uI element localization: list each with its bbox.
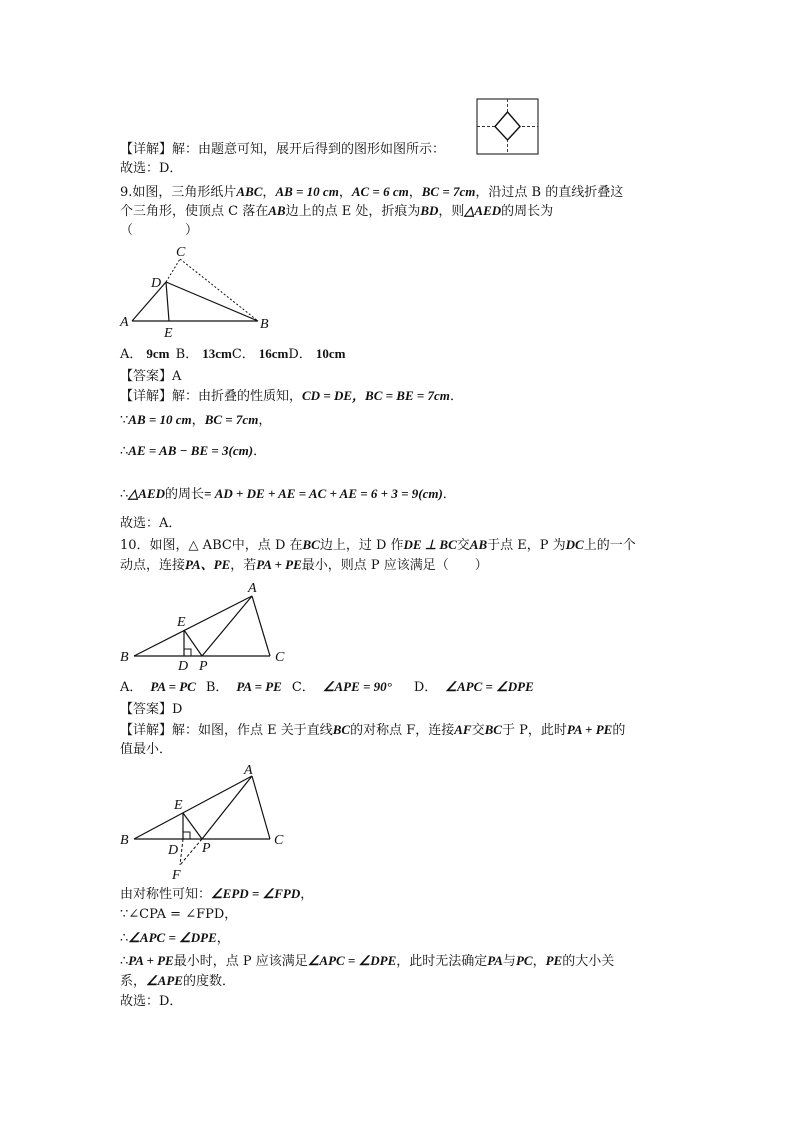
q10-sol1-c: 的对称点 F，连接 (350, 723, 455, 738)
q10-math-ab: AB (469, 537, 488, 552)
q9-opt-a-label: A． (120, 347, 143, 362)
q9-stem-line2 (120, 203, 553, 220)
q10-math-de-perp: DE ⊥ BC (403, 537, 457, 552)
q10s-label-c: C (274, 833, 284, 848)
q9-sol2-c: ， (191, 413, 205, 428)
q10s-edge-ac (252, 776, 270, 839)
q8-diamond (495, 112, 520, 140)
q10-fin-n: 的度数． (182, 974, 235, 989)
q10-fin-line1 (120, 953, 614, 970)
q10-opt-c-label: C． (291, 680, 315, 695)
q9-comma3: ， (408, 185, 422, 200)
q9-sol4-math-tri: △AED (128, 486, 166, 501)
q10-math-bc: BC (302, 537, 320, 552)
q10-sol1-math-af: AF (454, 722, 472, 737)
q10-stem-tri: △ ABC中，点 D 在 (188, 538, 303, 553)
q10-fin-math-pe: PE (545, 953, 563, 968)
q10-answer (120, 702, 182, 718)
q10-stem-a: 10．如图， (120, 538, 189, 553)
q9-opt-b: 13cm (202, 346, 232, 361)
q9-label-c: C (176, 245, 186, 260)
q10-opt-d-label: D． (413, 680, 438, 695)
q10-fin-g: 与 (502, 954, 516, 969)
q9-stem-e: ，则 (438, 204, 465, 219)
q10-fin-l: 系， (120, 974, 147, 989)
q10-sol-line2 (120, 742, 172, 758)
q9-math-tri-aed: △AED (464, 203, 502, 218)
q10s-right-angle-mark (183, 832, 190, 839)
q10-figure (116, 578, 296, 672)
q10-label-p: P (199, 659, 208, 672)
q10-label-c: C (275, 650, 285, 665)
q9-label-e: E (164, 326, 173, 340)
q10-edge-ep (184, 630, 202, 656)
q10-edge-ap (202, 596, 252, 656)
q10s-label-d: D (168, 843, 179, 858)
q10-label-b: B (120, 650, 129, 665)
q10-label-d: D (178, 659, 189, 672)
q9-math-bc-eq: BC = 7cm (421, 184, 476, 199)
q10-fin-math-ape: ∠APE (146, 973, 183, 988)
q9-opt-d-label: D． (288, 347, 312, 362)
q9-sol3-math: AE = AB − BE = 3(cm) (128, 443, 254, 458)
q9-sol4-a: ∴ (120, 487, 129, 502)
q9-math-abc: ABC (236, 184, 263, 199)
q10-sol1-math-bc2: BC (484, 722, 502, 737)
q9-stem-d: 边上的点 E 处，折痕为 (285, 204, 421, 219)
q9-math-ab-eq: AB = 10 cm (275, 184, 339, 199)
q10-conclusion-text: 故选：D． (120, 994, 183, 1009)
q9-edge-dc (166, 259, 180, 282)
q10s-label-a: A (244, 763, 253, 778)
q10-stem-c: 交 (456, 538, 470, 553)
q9-math-ab: AB (268, 203, 286, 218)
q9-stem-b: ，沿过点 B 的直线折叠这 (475, 185, 624, 200)
q10-fin-math-pa: PA (487, 953, 503, 968)
q9-opt-c-label: C． (231, 347, 255, 362)
q10-edge-ac (252, 596, 270, 656)
q10-opt-b-label: B． (205, 680, 229, 695)
q10-opt-c: ∠APE = 90° (322, 679, 392, 694)
q10-sol-line1 (120, 722, 625, 739)
q10-edge-ba (134, 596, 252, 656)
q10-stem-d: 于点 E，P 为 (487, 538, 566, 553)
q10-apc-line (120, 930, 230, 947)
q10s-label-p: P (202, 841, 211, 856)
q9-sol-line2 (120, 412, 271, 429)
q10-fin-math-angle: ∠APC = ∠DPE (307, 953, 397, 968)
q9-stem-line1 (120, 184, 623, 201)
q10-right-angle-mark (184, 649, 191, 656)
q8-unfolded-figure (476, 98, 540, 156)
q9-label-a: A (120, 315, 129, 330)
q9-figure (116, 244, 282, 340)
q9-sol1-a: 【详解】解：由折叠的性质知， (120, 389, 303, 404)
q8-conclusion-text: 故选：D． (120, 161, 183, 176)
q9-sol-line1 (120, 388, 463, 405)
q10-sol1-g: 于 P，此时 (501, 723, 567, 738)
q10-apc-math: ∠APC = ∠DPE (128, 930, 217, 945)
q9-sol-line4 (120, 486, 456, 503)
q9-sol2-math-bc: BC = 7cm (204, 412, 259, 427)
q10-stem-e: 上的一个 (583, 538, 636, 553)
q8-detail-text: 【详解】解：由题意可知，展开后得到的图形如图所示： (120, 142, 446, 157)
q10-apc-a: ∴ (120, 931, 129, 946)
q10-sym-a: 由对称性可知： (120, 887, 212, 902)
q10-stem-h: 最小，则点 P 应该满足（ ） (301, 558, 488, 573)
q10-stem-f: 动点，连接 (120, 558, 186, 573)
q10-stem-g: ，若 (230, 558, 257, 573)
q9-opt-c: 16cm (258, 346, 289, 361)
q9-stem-f: 的周长为 (501, 204, 554, 219)
q8-conclusion (120, 161, 182, 177)
q9-sol2-a: ∵ (120, 413, 129, 428)
q10-math-pa-pe: PA、PE (185, 557, 231, 572)
q10-label-a: A (248, 581, 257, 596)
q9-conclusion-text: 故选：A． (120, 516, 182, 531)
q10-math-sum: PA + PE (256, 557, 302, 572)
q10-fin-k: 的大小关 (562, 954, 615, 969)
q10s-edge-df (180, 839, 183, 865)
q10s-edge-ep (183, 813, 202, 839)
q10-opt-a: PA = PC (150, 679, 196, 694)
q9-sol3-c: ． (253, 444, 267, 459)
q9-comma1: ， (262, 185, 276, 200)
q10-apc-c: ， (216, 931, 230, 946)
q9-opt-a: 9cm (146, 346, 170, 361)
q10-fin-math-sum: PA + PE (128, 953, 174, 968)
q10-stem-b: 边上，过 D 作 (319, 538, 404, 553)
q10-solution-figure (116, 762, 296, 882)
q9-stem-c: 个三角形，使顶点 C 落在 (120, 204, 269, 219)
q9-options (120, 346, 345, 363)
q10s-edge-ap (202, 776, 252, 839)
q9-answer-text: 【答案】A (120, 369, 182, 384)
q10-sol1-i: 的 (612, 723, 626, 738)
q10-stem-line1 (120, 537, 636, 554)
q10s-label-b: B (120, 833, 129, 848)
q9-sol4-e: ． (442, 487, 456, 502)
q10-sym-line (120, 886, 313, 903)
q10s-label-f: F (172, 868, 181, 882)
q10-cpa-line (120, 907, 237, 923)
q10s-edge-ba (134, 776, 252, 839)
q9-edge-db (166, 282, 258, 321)
q10-sol1-e: 交 (471, 723, 485, 738)
q9-edge-cb (180, 259, 258, 321)
q10-fin-math-pc: PC (515, 953, 533, 968)
q9-opt-d: 10cm (315, 346, 346, 361)
q10-sol1-math-bc: BC (332, 722, 351, 737)
q9-sol4-c: 的周长 (165, 487, 205, 502)
q9-conclusion (120, 516, 181, 532)
q9-math-ac-eq: AC = 6 cm (351, 184, 409, 199)
q10-stem-line2 (120, 557, 488, 574)
q10-sym-c: ， (300, 887, 314, 902)
q9-stem-a: 9.如图，三角形纸片 (120, 185, 237, 200)
q10-sol1-math-sum: PA + PE (566, 722, 613, 737)
q9-edge-de (166, 282, 169, 321)
q10-fin-line2 (120, 973, 235, 990)
q9-paren-text: （ ） (120, 223, 199, 238)
q10-options (120, 679, 534, 696)
q10-conclusion (120, 994, 182, 1010)
q9-label-b: B (260, 317, 269, 332)
q9-sol-line3 (120, 443, 266, 460)
q9-label-d: D (151, 276, 162, 291)
q10-sol1-a: 【详解】解：如图，作点 E 关于直线 (120, 723, 333, 738)
q8-detail-line (120, 142, 445, 158)
q9-sol4-math: = AD + DE + AE = AC + AE = 6 + 3 = 9(cm) (204, 486, 443, 501)
q9-sol2-math-ab: AB = 10 cm (128, 412, 192, 427)
q10-fin-i: ， (532, 954, 546, 969)
q9-sol2-e: ， (258, 413, 272, 428)
q9-comma2: ， (338, 185, 352, 200)
q10-math-dc: DC (565, 537, 584, 552)
q10-answer-text: 【答案】D (120, 702, 183, 717)
q10s-label-e: E (174, 798, 183, 813)
q9-sol3-a: ∴ (120, 444, 129, 459)
q10-opt-a-label: A． (120, 680, 143, 695)
q9-sol1-math: CD = DE，BC = BE = 7cm (302, 388, 450, 403)
q10-opt-b: PA = PE (236, 679, 282, 694)
q9-sol1-c: ． (449, 389, 463, 404)
q10-cpa-text: ∵∠CPA = ∠FPD， (120, 907, 238, 922)
q10s-edge-pf (180, 839, 202, 865)
q10-fin-c: 最小时，点 P 应该满足 (173, 954, 308, 969)
q9-answer (120, 369, 181, 385)
q10-sym-math: ∠EPD = ∠FPD (211, 886, 301, 901)
q9-math-bd: BD (420, 203, 439, 218)
q9-opt-b-label: B． (175, 347, 199, 362)
q10-sol1-j: 值最小． (120, 742, 173, 757)
q9-paren (120, 223, 198, 239)
q10-opt-d: ∠APC = ∠DPE (445, 679, 534, 694)
q10-fin-e: ，此时无法确定 (396, 954, 488, 969)
q10-fin-a: ∴ (120, 954, 129, 969)
q10-label-e: E (177, 615, 186, 630)
